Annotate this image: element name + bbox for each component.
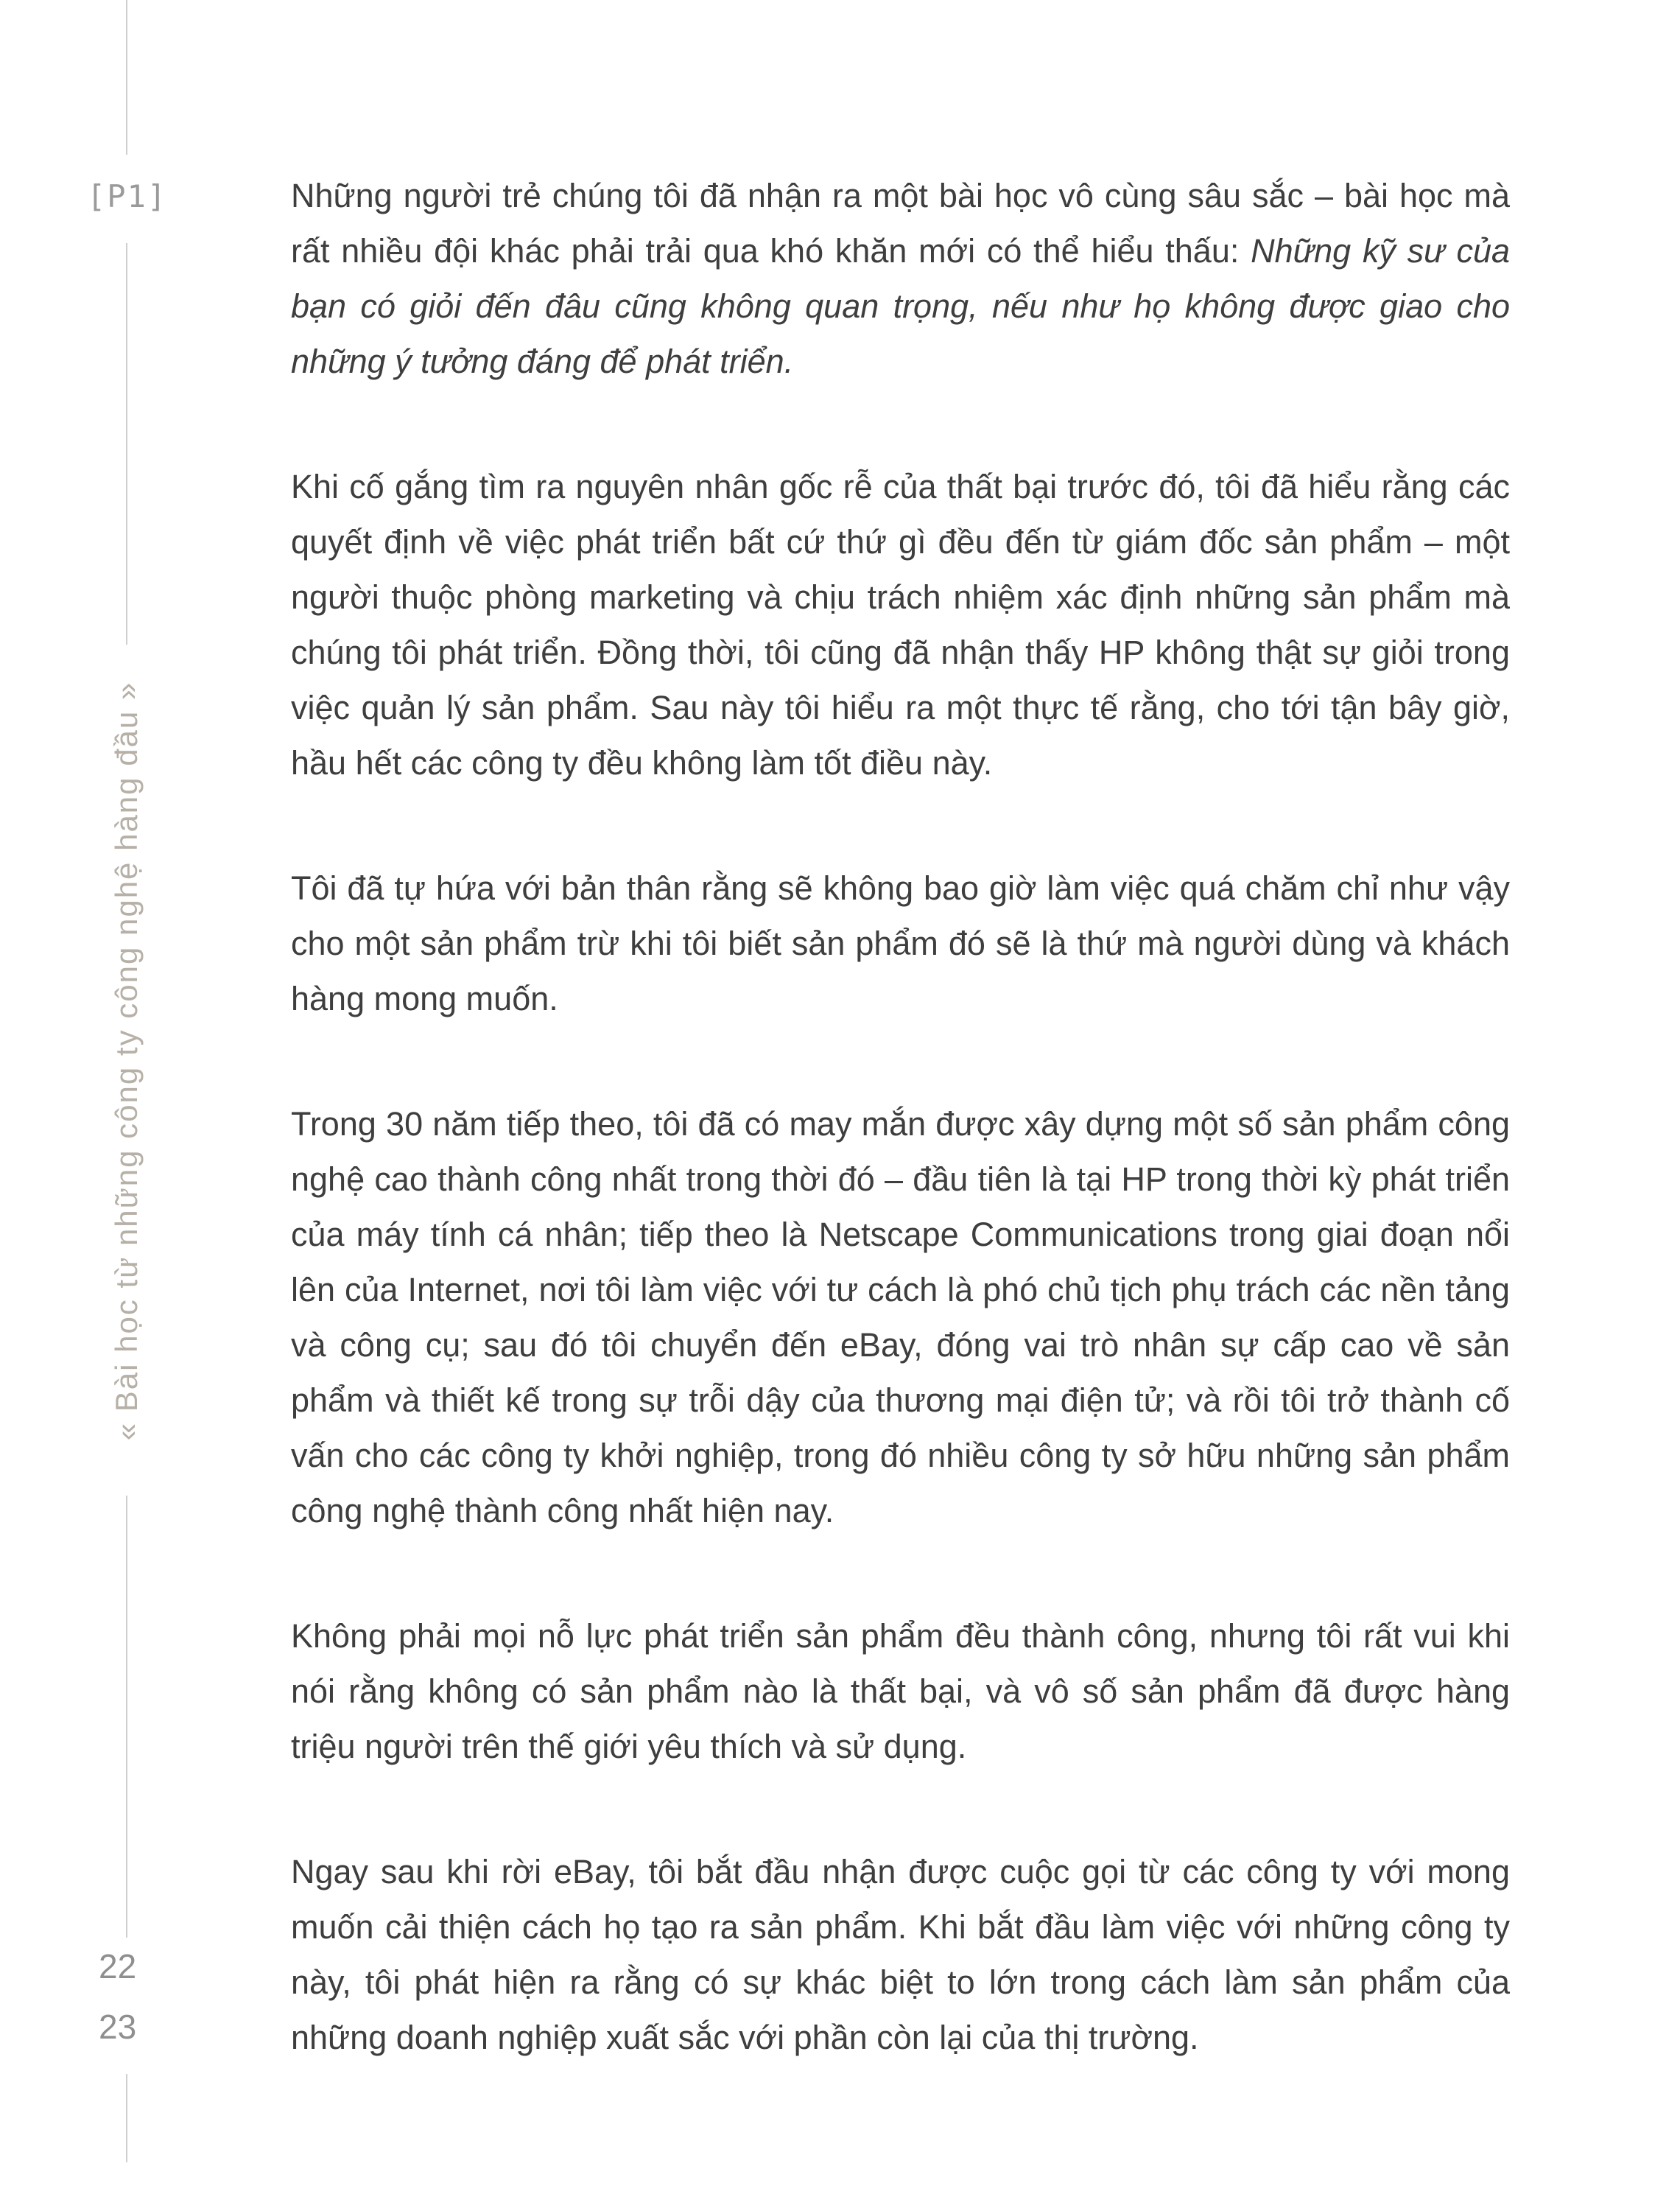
paragraph-5: Không phải mọi nỗ lực phát triển sản phẩm đều thành công, nhưng tôi rất vui khi nói rằng không có sản phẩm nào là thất bại, và vô số sản phẩm đã được hàng triệu người trên thế giới yêu thích và sử dụng. — [291, 1617, 1510, 1765]
body-text-column — [291, 168, 1510, 2065]
paragraph-6: Ngay sau khi rời eBay, tôi bắt đầu nhận được cuộc gọi từ các công ty với mong muốn cải thiện cách họ tạo ra sản phẩm. Khi bắt đầu làm việc với những công ty này, tôi phát hiện ra rằng có sự khác biệt to lớn trong cách làm sản phẩm của những doanh nghiệp xuất sắc với phần còn lại của thị trường. — [291, 1853, 1510, 2056]
sidebar-rule-segment — [126, 1496, 127, 1938]
paragraph-1 — [291, 168, 1510, 389]
running-title-vertical: « Bài học từ những công ty công nghệ hàng đầu » — [109, 681, 144, 1441]
paragraph-1-text: Những người trẻ chúng tôi đã nhận ra một bài học vô cùng sâu sắc – bài học mà rất nhiều đội khác phải trải qua khó khăn mới có thể hiểu thấu: — [291, 177, 1510, 270]
paragraph-2: Khi cố gắng tìm ra nguyên nhân gốc rễ của thất bại trước đó, tôi đã hiểu rằng các quyết định về việc phát triển bất cứ thứ gì đều đến từ giám đốc sản phẩm – một người thuộc phòng marketing và chịu trách nhiệm xác định những sản phẩm mà chúng tôi phát triển. Đồng thời, tôi cũng đã nhận thấy HP không thật sự giỏi trong việc quản lý sản phẩm. Sau này tôi hiểu ra một thực tế rằng, cho tới tận bây giờ, hầu hết các công ty đều không làm tốt điều này. — [291, 468, 1510, 782]
part-marker: [P1] — [87, 178, 168, 214]
sidebar-rule-segment — [126, 2074, 127, 2162]
paragraph-3: Tôi đã tự hứa với bản thân rằng sẽ không bao giờ làm việc quá chăm chỉ như vậy cho một sản phẩm trừ khi tôi biết sản phẩm đó sẽ là thứ mà người dùng và khách hàng mong muốn. — [291, 869, 1510, 1017]
page-number-right: 23 — [99, 2008, 137, 2046]
sidebar-rule-segment — [126, 243, 127, 645]
sidebar-rule-segment — [126, 0, 127, 155]
paragraph-1-emphasis: Những kỹ sư của bạn có giỏi đến đâu cũng không quan trọng, nếu như họ không được giao cho những ý tưởng đáng để phát triển. — [291, 232, 1510, 380]
paragraph-4: Trong 30 năm tiếp theo, tôi đã có may mắn được xây dựng một số sản phẩm công nghệ cao thành công nhất trong thời đó – đầu tiên là tại HP trong thời kỳ phát triển của máy tính cá nhân; tiếp theo là Netscape Communications trong giai đoạn nổi lên của Internet, nơi tôi làm việc với tư cách là phó chủ tịch phụ trách các nền tảng và công cụ; sau đó tôi chuyển đến eBay, đóng vai trò nhân sự cấp cao về sản phẩm và thiết kế trong sự trỗi dậy của thương mại điện tử; và rồi tôi trở thành cố vấn cho các công ty khởi nghiệp, trong đó nhiều công ty sở hữu những sản phẩm công nghệ thành công nhất hiện nay. — [291, 1105, 1510, 1529]
page-number-left: 22 — [99, 1947, 137, 1986]
page-numbers — [99, 1936, 136, 2057]
